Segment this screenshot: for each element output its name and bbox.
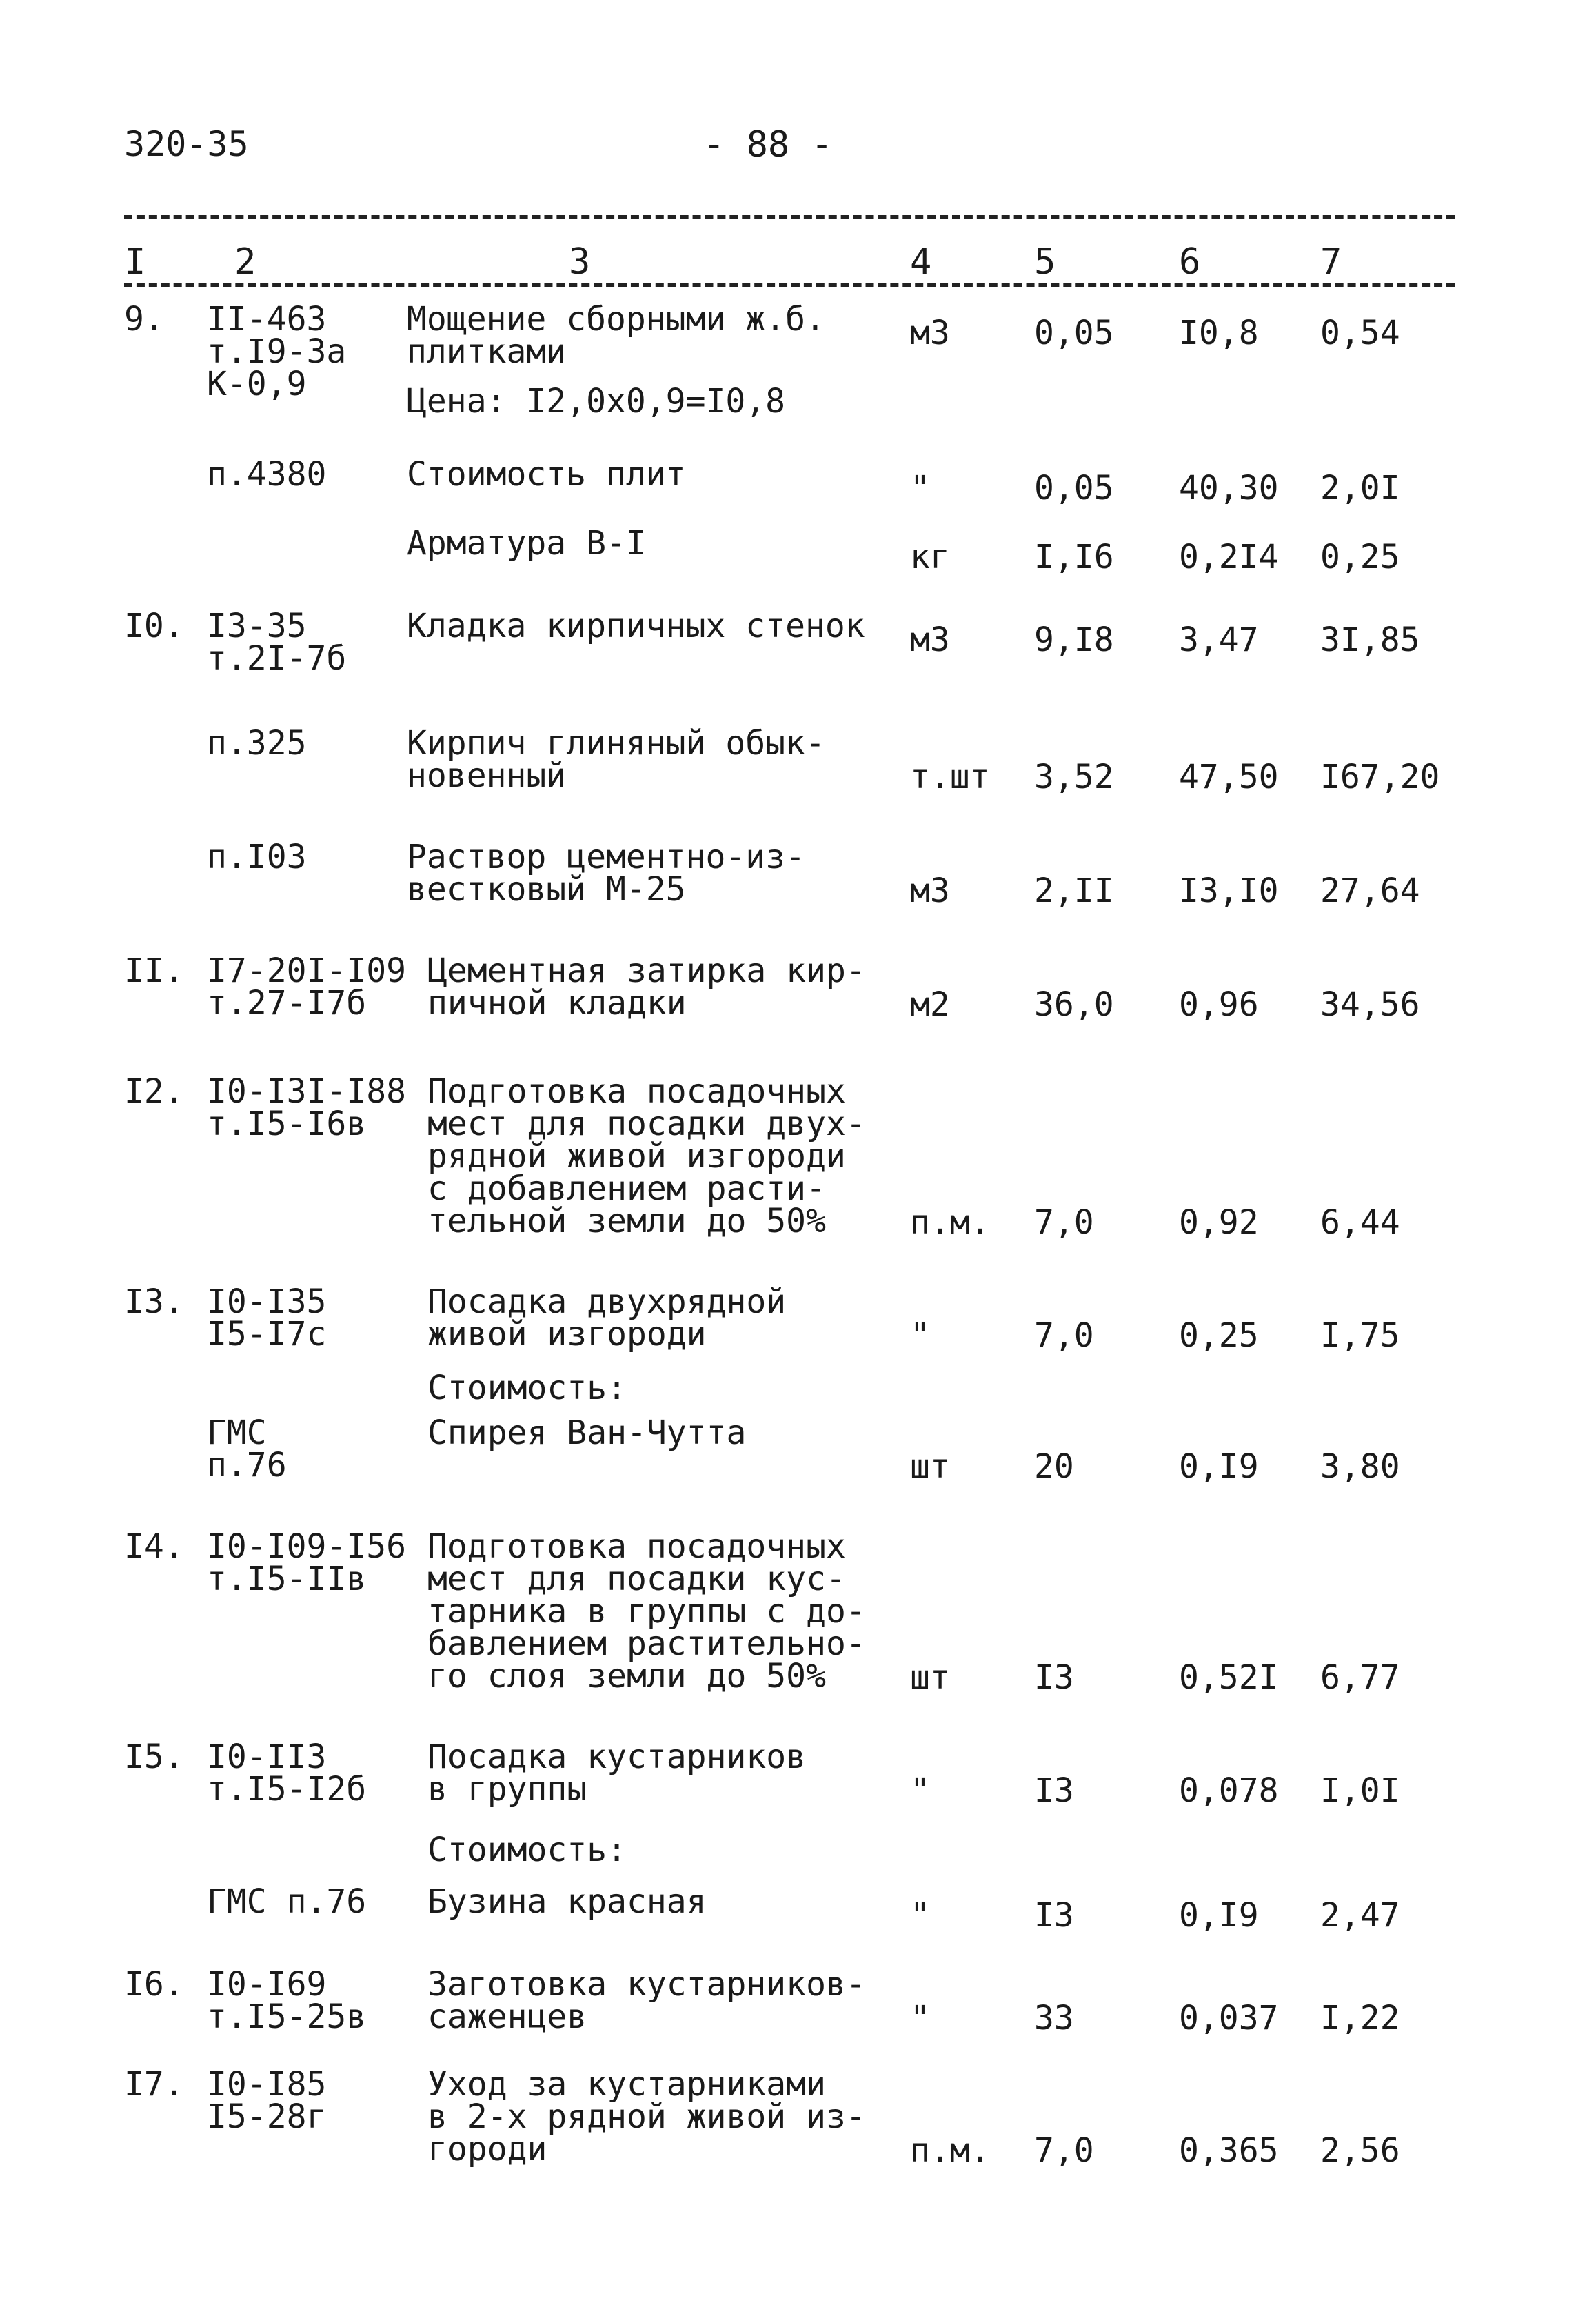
work-description: Цементная затирка кир- (427, 952, 866, 990)
work-description: рядной живой изгороди (427, 1137, 846, 1176)
work-description: в группы (427, 1770, 587, 1809)
document-number: 320-35 (124, 124, 249, 164)
unit-price: 0,I9 (1179, 1447, 1259, 1486)
work-description: саженцев (427, 1997, 587, 2036)
reference-code: т.27-I7б (207, 984, 367, 1023)
total-cost: 0,25 (1320, 538, 1400, 576)
row-number: I2. (124, 1072, 184, 1111)
unit-price: 0,25 (1179, 1316, 1259, 1355)
work-description: мест для посадки кус- (427, 1560, 846, 1598)
unit: шт (910, 1658, 950, 1697)
unit: " (910, 1999, 930, 2037)
unit: м2 (910, 985, 950, 1024)
quantity: 7,0 (1034, 1203, 1094, 1242)
work-description: плитками (407, 332, 567, 371)
reference-code: К-0,9 (207, 365, 307, 403)
total-cost: I,22 (1320, 1999, 1400, 2037)
work-description: в 2-х рядной живой из- (427, 2097, 866, 2136)
reference-code: ГМС (207, 1413, 267, 1452)
quantity: I3 (1034, 1896, 1074, 1935)
work-description: мест для посадки двух- (427, 1105, 866, 1143)
reference-code: I0-I85 (207, 2065, 327, 2104)
total-cost: I,75 (1320, 1316, 1400, 1355)
column-header-6: 6 (1179, 241, 1201, 283)
work-description: Мощение сборными ж.б. (407, 300, 825, 339)
work-description: городи (427, 2130, 547, 2168)
unit-price: 0,078 (1179, 1771, 1279, 1810)
quantity: I3 (1034, 1658, 1074, 1697)
row-number: I0. (124, 607, 184, 645)
work-description: Подготовка посадочных (427, 1527, 846, 1566)
work-description: Заготовка кустарников- (427, 1965, 866, 2004)
reference-code: т.I5-IIв (207, 1560, 367, 1598)
work-description: бавлением растительно- (427, 1624, 866, 1663)
work-description: Посадка кустарников (427, 1738, 807, 1776)
total-cost: 3,80 (1320, 1447, 1400, 1486)
row-number: I6. (124, 1965, 184, 2004)
row-number: I4. (124, 1527, 184, 1566)
total-cost: 27,64 (1320, 872, 1420, 910)
work-description: Уход за кустарниками (427, 2065, 826, 2104)
row-number: 9. (124, 300, 164, 339)
unit: " (910, 1771, 930, 1810)
work-description: Бузина красная (427, 1882, 707, 1921)
work-description: Спирея Ван-Чутта (427, 1413, 747, 1452)
total-cost: 6,77 (1320, 1658, 1400, 1697)
unit: т.шт (910, 758, 990, 796)
unit-price: 40,30 (1179, 469, 1279, 507)
unit: м3 (910, 314, 950, 352)
unit-price: 0,I9 (1179, 1896, 1259, 1935)
reference-code: т.I5-25в (207, 1997, 367, 2036)
work-description: Раствор цементно-из- (407, 838, 805, 876)
quantity: 7,0 (1034, 2131, 1094, 2170)
column-header-1: I (124, 241, 146, 283)
total-cost: 0,54 (1320, 314, 1400, 352)
work-description: Стоимость: (427, 1369, 627, 1407)
unit-price: 0,2I4 (1179, 538, 1279, 576)
unit: " (910, 1316, 930, 1355)
reference-code: т.I5-I2б (207, 1770, 367, 1809)
column-header-3: 3 (569, 241, 591, 283)
reference-code: п.I03 (207, 838, 307, 876)
work-description: го слоя земли до 50% (427, 1657, 826, 1695)
work-description: новенный (407, 756, 567, 795)
row-number: I3. (124, 1282, 184, 1321)
unit-price: 0,96 (1179, 985, 1259, 1024)
unit-price: 0,037 (1179, 1999, 1279, 2037)
reference-code: п.4380 (207, 455, 327, 494)
unit: кг (910, 538, 950, 576)
quantity: 20 (1034, 1447, 1074, 1486)
work-description: Посадка двухрядной (427, 1282, 787, 1321)
work-description: тельной земли до 50% (427, 1202, 826, 1240)
quantity: 7,0 (1034, 1316, 1094, 1355)
unit: п.м. (910, 1203, 990, 1242)
quantity: 0,05 (1034, 314, 1114, 352)
reference-code: т.2I-7б (207, 639, 347, 678)
total-cost: 2,56 (1320, 2131, 1400, 2170)
reference-code: I0-I09-I56 (207, 1527, 406, 1566)
work-description: Арматура В-I (407, 524, 646, 563)
total-cost: 2,0I (1320, 469, 1400, 507)
top-divider (124, 215, 1455, 219)
quantity: 33 (1034, 1999, 1074, 2037)
unit-price: I3,I0 (1179, 872, 1279, 910)
reference-code: т.I5-I6в (207, 1105, 367, 1143)
total-cost: I,0I (1320, 1771, 1400, 1810)
reference-code: I0-I35 (207, 1282, 327, 1321)
work-description: Стоимость: (427, 1831, 627, 1869)
unit-price: 0,92 (1179, 1203, 1259, 1242)
row-number: I5. (124, 1738, 184, 1776)
reference-code: I3-35 (207, 607, 307, 645)
quantity: I3 (1034, 1771, 1074, 1810)
work-description: Подготовка посадочных (427, 1072, 846, 1111)
reference-code: I0-I69 (207, 1965, 327, 2004)
total-cost: 2,47 (1320, 1896, 1400, 1935)
unit-price: 3,47 (1179, 621, 1259, 659)
work-description: Кирпич глиняный обык- (407, 724, 825, 763)
reference-code: I5-I7с (207, 1315, 327, 1353)
reference-code: ГМС п.76 (207, 1882, 367, 1921)
unit: шт (910, 1447, 950, 1486)
unit-price: 0,365 (1179, 2131, 1279, 2170)
reference-code: п.325 (207, 724, 307, 763)
quantity: 0,05 (1034, 469, 1114, 507)
column-header-2: 2 (234, 241, 256, 283)
row-number: II. (124, 952, 184, 990)
unit: п.м. (910, 2131, 990, 2170)
reference-code: I0-I3I-I88 (207, 1072, 406, 1111)
reference-code: т.I9-3а (207, 332, 347, 371)
header-divider (124, 283, 1455, 287)
work-description: Стоимость плит (407, 455, 686, 494)
reference-code: II-463 (207, 300, 327, 339)
work-description: живой изгороди (427, 1315, 707, 1353)
quantity: 2,II (1034, 872, 1114, 910)
quantity: I,I6 (1034, 538, 1114, 576)
reference-code: п.76 (207, 1446, 287, 1484)
work-description: с добавлением расти- (427, 1169, 826, 1208)
price-note: Цена: I2,0х0,9=I0,8 (407, 382, 786, 421)
page-number: - 88 - (703, 124, 833, 165)
unit: м3 (910, 621, 950, 659)
quantity: 36,0 (1034, 985, 1114, 1024)
total-cost: 6,44 (1320, 1203, 1400, 1242)
quantity: 3,52 (1034, 758, 1114, 796)
work-description: пичной кладки (427, 984, 687, 1023)
unit: " (910, 469, 930, 507)
column-header-4: 4 (910, 241, 932, 283)
column-header-5: 5 (1034, 241, 1056, 283)
quantity: 9,I8 (1034, 621, 1114, 659)
total-cost: I67,20 (1320, 758, 1440, 796)
column-header-7: 7 (1320, 241, 1342, 283)
work-description: Кладка кирпичных стенок (407, 607, 865, 645)
unit-price: I0,8 (1179, 314, 1259, 352)
unit: м3 (910, 872, 950, 910)
reference-code: I0-II3 (207, 1738, 327, 1776)
total-cost: 3I,85 (1320, 621, 1420, 659)
unit-price: 47,50 (1179, 758, 1279, 796)
unit-price: 0,52I (1179, 1658, 1279, 1697)
reference-code: I7-20I-I09 (207, 952, 406, 990)
row-number: I7. (124, 2065, 184, 2104)
total-cost: 34,56 (1320, 985, 1420, 1024)
work-description: вестковый М-25 (407, 870, 686, 909)
reference-code: I5-28г (207, 2097, 327, 2136)
unit: " (910, 1896, 930, 1935)
work-description: тарника в группы с до- (427, 1592, 866, 1631)
